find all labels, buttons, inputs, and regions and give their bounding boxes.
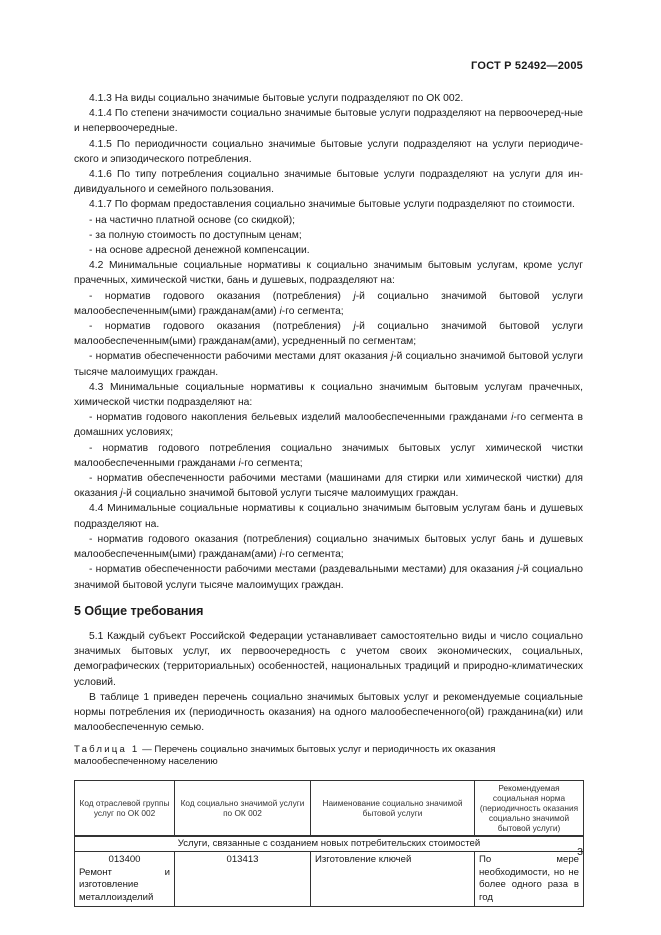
header-group-code: Код отраслевой группы услуг по ОК 002 <box>75 781 175 837</box>
page-number: 3 <box>577 846 583 858</box>
paragraph-4-1-4: 4.1.4 По степени значимости социально значимые бытовые услуги подразделяют на первоочеред-ные и непервоочередные. <box>74 108 583 135</box>
document-header: ГОСТ Р 52492—2005 <box>471 60 583 72</box>
paragraph-4-1-5: 4.1.5 По периодичности социально значимые бытовые услуги подразделяют на услуги периодиче-ского и эпизодического потребления. <box>74 138 583 165</box>
section-heading: 5 Общие требования <box>74 603 204 618</box>
paragraph-4-1-6: 4.1.6 По типу потребления социально значимые бытовые услуги подразделяют на услуги для ин-дивидуального и семейного пользования. <box>74 169 583 196</box>
cell-group-code: 013400 <box>108 854 141 866</box>
table-header-row <box>75 781 584 837</box>
paragraph-4-3: 4.3 Минимальные социальные нормативы к социально значимым бытовым услугам прачечных, химической чистки подразделяют на: <box>74 381 583 409</box>
table-caption-text: — Перечень социально значимых бытовых услуг и периодичность их оказания малообеспеченному населению <box>74 744 496 768</box>
cell-group-name: Ремонт и изготовление металлоизделий <box>79 866 170 903</box>
cell-service-code: 013413 <box>175 852 311 907</box>
paragraph-4-1-7: 4.1.7 По формам предоставления социально значимые бытовые услуги подразделяют по стоимости. <box>89 199 575 211</box>
table-band-row <box>75 836 584 852</box>
list-item: - норматив обеспеченности рабочими местами (машинами для стирки или химической чистки) для оказания j-й социально значимой бытовой услуги тысяче малоимущих граждан. <box>74 473 583 500</box>
table-caption <box>74 744 583 768</box>
paragraph-table-intro: В таблице 1 приведен перечень социально значимых бытовых услуг и рекомендуемые социальные нормы потребления их (периодичность оказания) на одного малообеспеченного(ой) гражданина(ки) или малообеспеченную семью. <box>74 691 583 734</box>
list-item: - норматив годового оказания (потребления) j-й социально значимой бытовой услуги малообеспеченным(ыми) гражданам(ами) i-го сегмента; <box>74 290 583 317</box>
list-item: - норматив годового накопления бельевых изделий малообеспеченными гражданами i-го сегмента в домашних условиях; <box>74 412 583 439</box>
list-item: - за полную стоимость по доступным ценам; <box>89 229 302 241</box>
table-band: Услуги, связанные с созданием новых потребительских стоимостей <box>75 836 584 852</box>
list-item: - норматив годового оказания (потребления) социально значимых бытовых услуг бань и душевых малообеспеченным(ыми) гражданам(ами) i-го сегмента; <box>74 533 583 561</box>
cell-group <box>75 852 175 907</box>
cell-norm: По мере необходимости, но не более одного раза в год <box>475 852 584 907</box>
services-table <box>74 780 584 907</box>
list-item: - норматив обеспеченности рабочими местами (раздевальными местами) для оказания j-й социально значимой бытовой услуги тысяче малоимущих граждан. <box>74 564 583 591</box>
list-item: - норматив годового потребления социально значимых бытовых услуг химической чистки малообеспеченными гражданами i-го сегмента; <box>74 442 583 469</box>
paragraph-4-4: 4.4 Минимальные социальные нормативы к социально значимым бытовым услугам бань и душевых подразделяют на. <box>74 503 583 530</box>
cell-service-name: Изготовление ключей <box>311 852 475 907</box>
paragraph-4-1-3: 4.1.3 На виды социально значимые бытовые услуги подразделяют по ОК 002. <box>89 93 464 104</box>
paragraph-5-1: 5.1 Каждый субъект Российской Федерации устанавливает самостоятельно виды и число социально значимых бытовых услуг, их первоочередность с учетом своих экономических, социальных, демографических (территориальных) особенностей, национальных традиций и природно-климатических условий. <box>74 630 583 688</box>
list-item: - на основе адресной денежной компенсации. <box>89 245 310 257</box>
list-item: - норматив годового оказания (потребления) j-й социально значимой бытовой услуги малообеспеченным(ыми) гражданам(ами), усредненный по сегментам; <box>74 321 583 348</box>
list-item: - норматив обеспеченности рабочими местами длят оказания j-й социально значимой бытовой услуги тысяче малоимущих граждан. <box>74 351 583 378</box>
header-service-name: Наименование социально значимой бытовой услуги <box>311 781 475 837</box>
list-item: - на частично платной основе (со скидкой); <box>89 214 296 226</box>
table-row <box>75 852 584 907</box>
document-body <box>74 91 583 907</box>
header-service-code: Код социально значимой услуги по ОК 002 <box>175 781 311 837</box>
header-social-norm: Рекомендуемая социальная норма (периодичность оказания социально значимой бытовой услуги) <box>475 781 584 837</box>
table-caption-label: Таблица 1 <box>74 744 140 756</box>
paragraph-4-2: 4.2 Минимальные социальные нормативы к социально значимым бытовым услугам, кроме услуг прачечных, химической чистки, бань и душевых, подразделяют на: <box>74 260 583 287</box>
